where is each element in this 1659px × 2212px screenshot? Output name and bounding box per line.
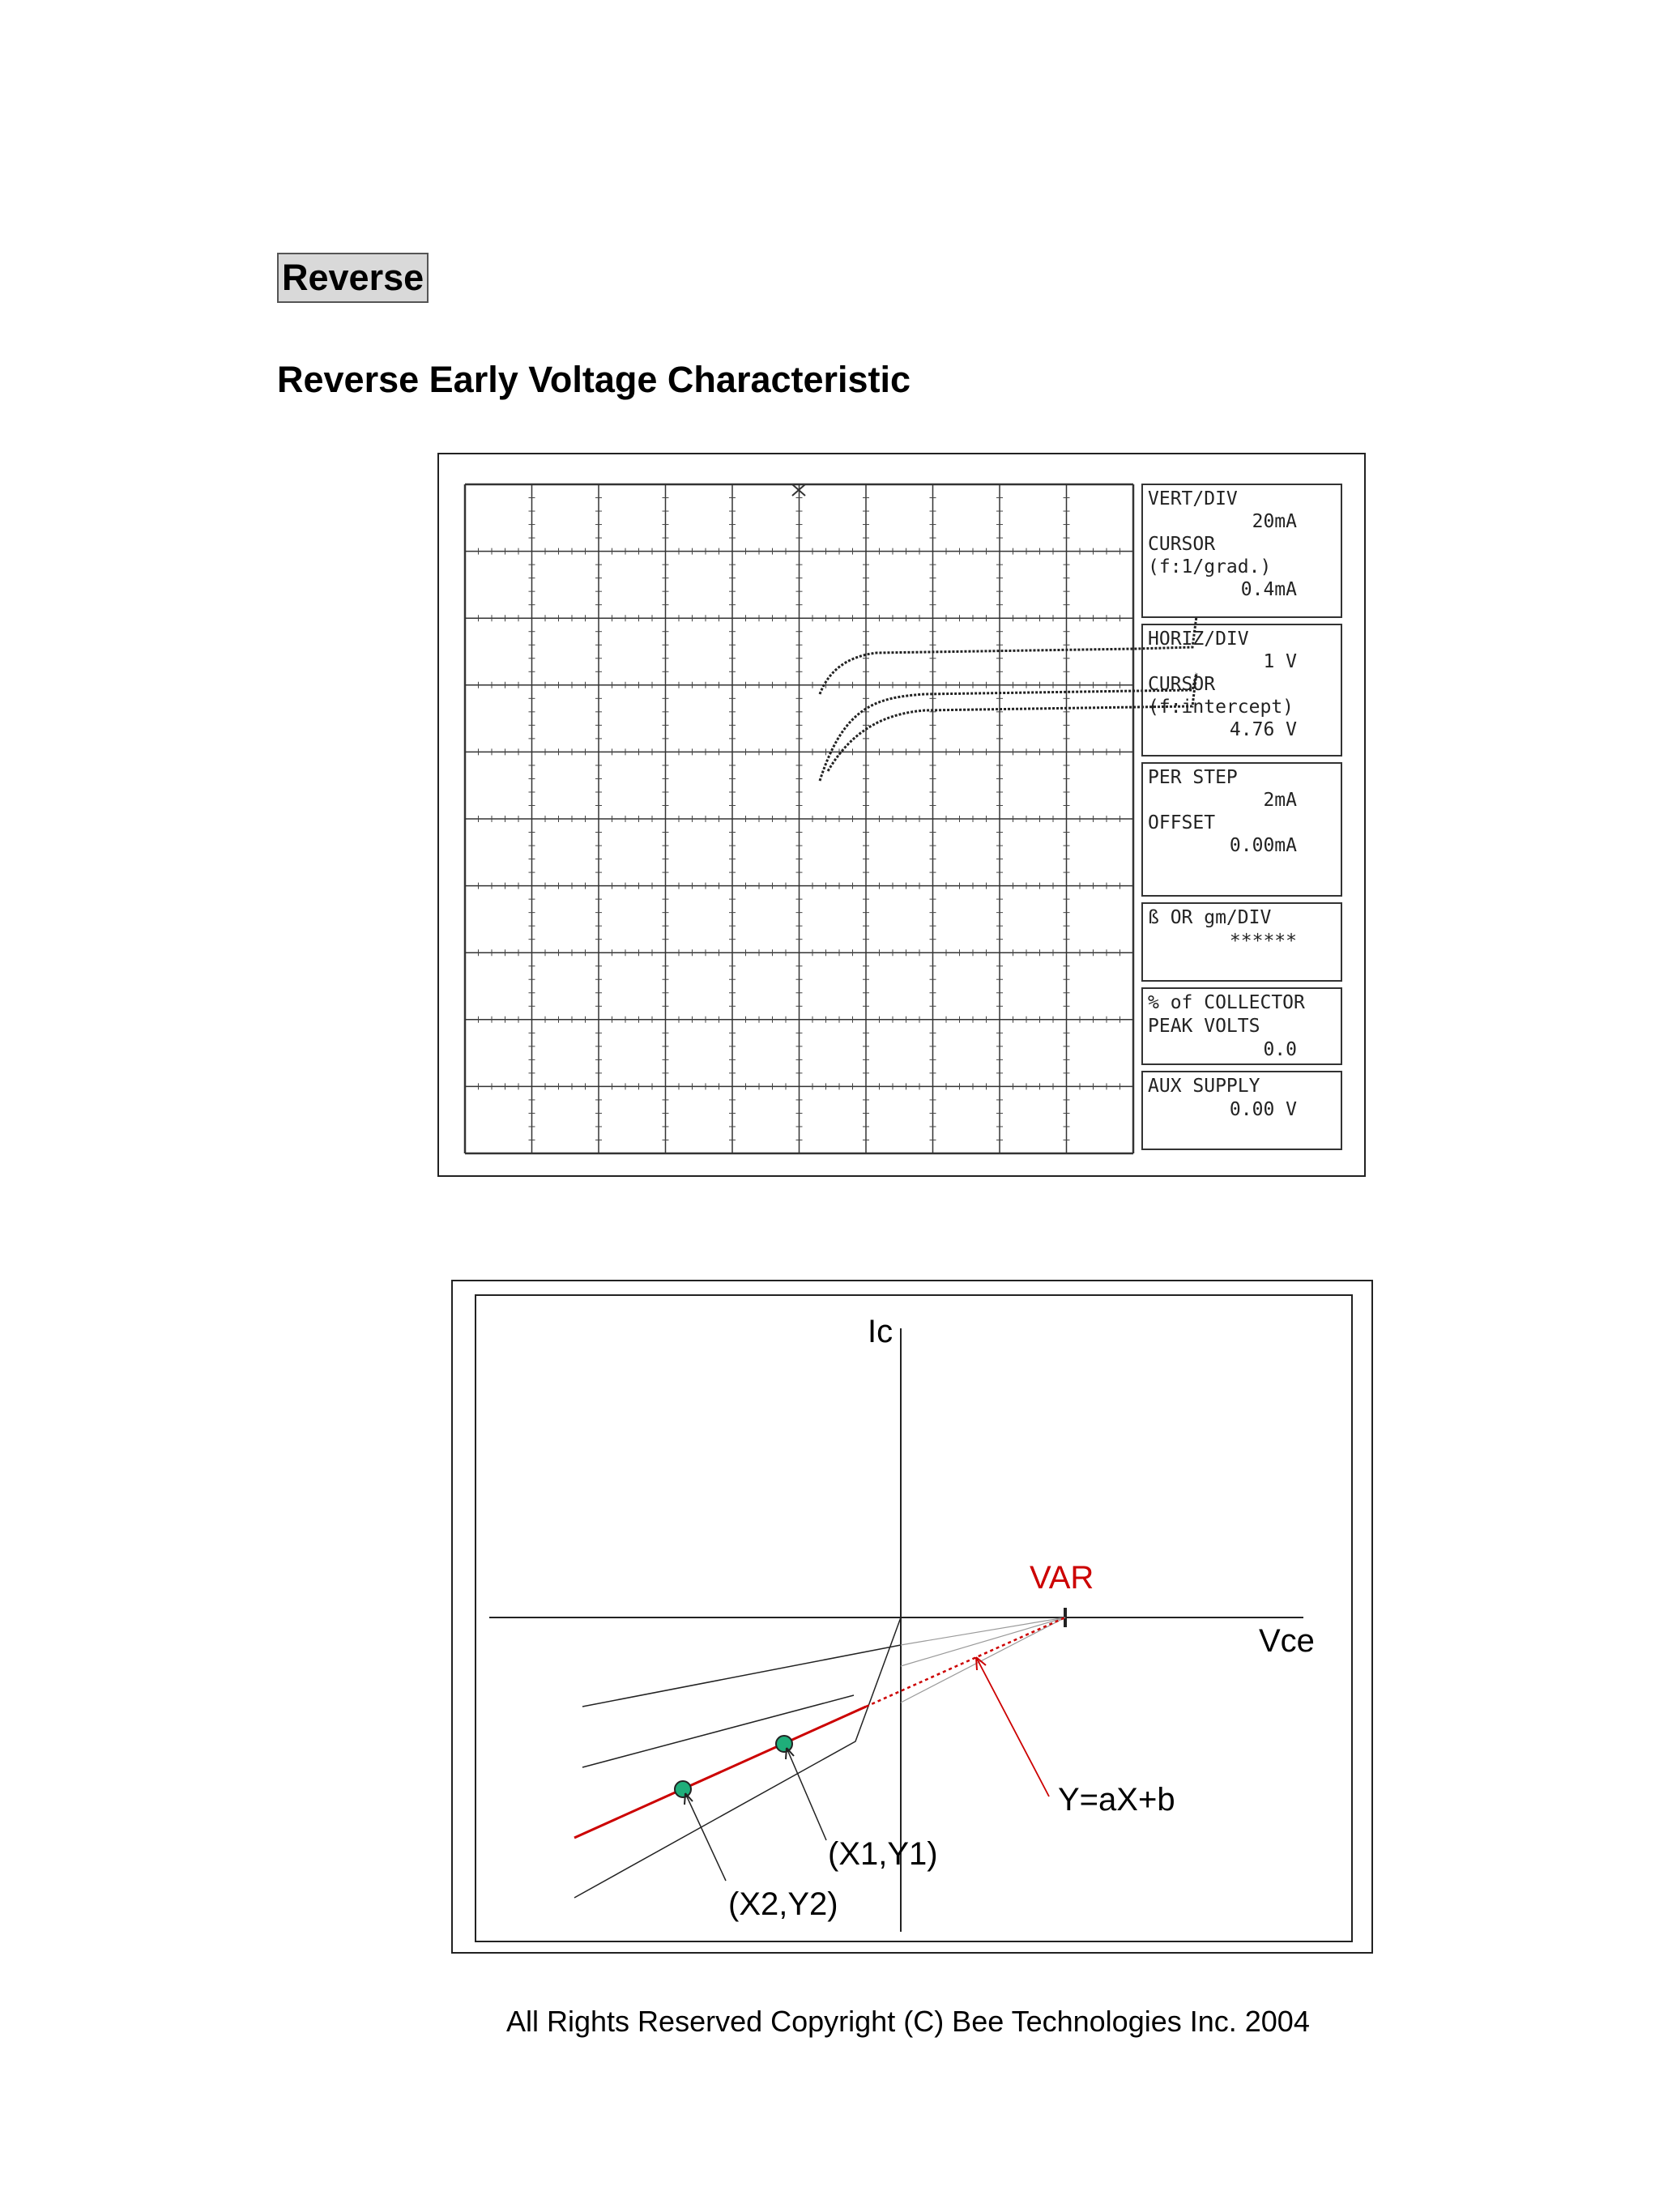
curve-tracer-screenshot: [437, 453, 1366, 1177]
leader-x1y1: [787, 1748, 826, 1840]
x-axis-label: Vce: [1259, 1623, 1315, 1659]
readout-text: CURSOR: [1148, 674, 1216, 695]
curve-tracer-display: [439, 454, 1367, 1178]
extrapolation-2: [901, 1617, 1065, 1666]
point-x2y2: [675, 1781, 691, 1797]
readout-panel: [1142, 484, 1341, 1149]
early-voltage-diagram: [451, 1280, 1373, 1954]
page-title: Reverse Early Voltage Characteristic: [277, 359, 911, 400]
section-label: Reverse: [277, 253, 429, 303]
point2-label: (X2,Y2): [728, 1886, 838, 1922]
readout-text: 20mA: [1252, 511, 1297, 532]
readout-text: 0.4mA: [1240, 579, 1297, 600]
readout-text: 1 V: [1263, 651, 1297, 672]
readout-text: 0.00mA: [1229, 835, 1297, 856]
var-label: VAR: [1030, 1560, 1094, 1596]
readout-text: (f:1/grad.): [1148, 556, 1272, 578]
extrapolation-1: [901, 1617, 1065, 1645]
readout-text: 0.0: [1263, 1039, 1297, 1060]
trace-step-2: [828, 673, 1196, 771]
readout-text: AUX SUPPLY: [1148, 1076, 1260, 1097]
readout-text: OFFSET: [1148, 812, 1216, 833]
readout-text: CURSOR: [1148, 534, 1216, 555]
early-voltage-drawing: [453, 1281, 1375, 1955]
leader-x2y2: [685, 1793, 726, 1881]
readout-text: 0.00 V: [1229, 1099, 1297, 1120]
copyright-footer: All Rights Reserved Copyright (C) Bee Technologies Inc. 2004: [506, 2005, 1310, 2038]
readout-text: HORIZ/DIV: [1148, 629, 1249, 650]
collector-current-traces: [820, 616, 1196, 781]
trace-step-3: [820, 616, 1196, 694]
curve-1: [582, 1645, 901, 1707]
readout-text: % of COLLECTOR: [1148, 992, 1305, 1013]
fit-line: [574, 1707, 866, 1838]
graticule: [465, 484, 1133, 1153]
y-axis-label: Ic: [868, 1314, 893, 1349]
point1-label: (X1,Y1): [828, 1836, 938, 1872]
point-leaders: [685, 1748, 826, 1881]
point-x1y1: [776, 1736, 792, 1752]
equation-leader: [976, 1657, 1049, 1796]
trace-step-1: [820, 673, 1196, 781]
readout-text: VERT/DIV: [1148, 488, 1238, 509]
readout-text: ß OR gm/DIV: [1148, 907, 1272, 928]
readout-text: ******: [1229, 931, 1297, 952]
extrapolation-lines: [901, 1617, 1065, 1703]
equation-label: Y=aX+b: [1058, 1782, 1175, 1818]
readout-text: PEAK VOLTS: [1148, 1016, 1260, 1037]
extrapolation-3: [901, 1617, 1065, 1703]
readout-text: PER STEP: [1148, 767, 1238, 788]
readout-text: (f:intercept): [1148, 697, 1294, 718]
readout-text: 2mA: [1263, 790, 1297, 811]
readout-text: 4.76 V: [1229, 719, 1297, 740]
